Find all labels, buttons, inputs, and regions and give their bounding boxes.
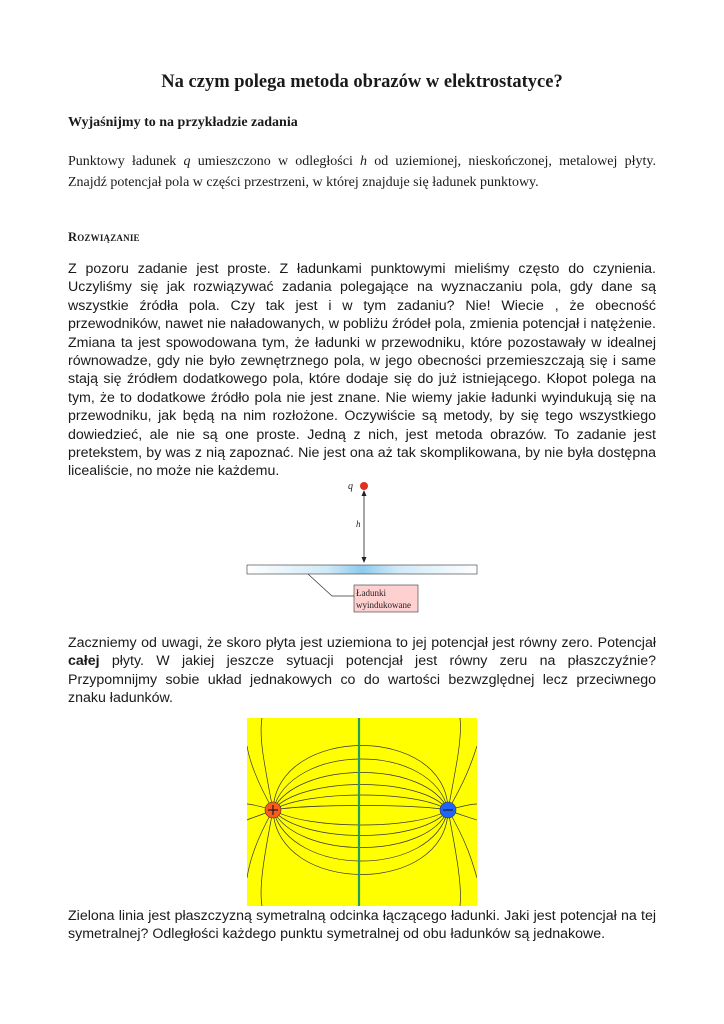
problem-text-1: Punktowy ładunek xyxy=(68,154,184,169)
arrow-head-bottom xyxy=(362,557,367,563)
dipole-field-figure xyxy=(247,718,477,906)
para2-text-2: płyty. W jakiej jeszcze sytuacji potencjał jest równy zeru na płaszczyźnie? Przypomnijmy sobie układ jednakowych co do wartości bezwzględnej lecz przeciwnego znaku ładunków. xyxy=(68,653,656,707)
solution-paragraph-3: Zielona linia jest płaszczyzną symetralną odcinka łączącego ładunki. Jaki jest potencjał na tej symetralnej? Odległości każdego punktu symetralnej od obu ładunków są jednakowe. xyxy=(68,908,656,943)
problem-text-3: od uziemionej, nieskończonej, metalowej płyty. Znajdź potencjał pola w części przestrzeni, w której znajduje się ładunek punktowy. xyxy=(68,154,656,190)
callout-text-line2: wyindukowane xyxy=(356,600,411,610)
emphasis-calej: całej xyxy=(68,653,100,670)
callout-line xyxy=(308,574,354,596)
page-title: Na czym polega metoda obrazów w elektrostatyce? xyxy=(161,72,563,92)
metal-plate xyxy=(247,565,477,574)
callout-text-line1: Ładunki xyxy=(356,588,386,598)
symbol-q: q xyxy=(183,154,191,169)
example-subtitle: Wyjaśnijmy to na przykładzie zadania xyxy=(68,115,298,130)
point-charge xyxy=(360,482,368,490)
solution-paragraph-1: Z pozoru zadanie jest proste. Z ładunkami punktowymi mieliśmy często do czynienia. Uczyliśmy się jak rozwiązywać zadania polegające na wyznaczaniu pola, gdy dane są wszystkie źródła pola. Czy tak jest i w tym zadaniu? Nie! Wiecie , że obecność przewodników, nawet nie naładowanych, w pobliżu źródeł pola, zmienia potencjał i natężenie. Zmiana ta jest spowodowana tym, że ładunki w przewodniku, które pozostawały w idealnej równowadze, gdy nie było zewnętrznego pola, w jego obecności przemieszczają się i same stają się źródłem dodatkowego pola, które dodaje się do już istniejącego. Kłopot polega na tym, że to dodatkowe źródło pola nie jest znane. Nie wiemy jakie ładunki wyindukują się na przewodniku, jak będą na nim rozłożone. Oczywiście są metody, by się tego wszystkiego dowiedzieć, ale nie są one proste. Jedną z nich, jest metoda obrazów. To zadanie jest pretekstem, by was z nią zapoznać. Nie jest ona aż tak skomplikowana, by nie była dostępna licealiście, no może nie każdemu. xyxy=(68,261,656,480)
solution-heading: Rozwiązanie xyxy=(68,230,140,244)
solution-paragraph-2 xyxy=(68,634,656,708)
problem-text-2: umieszczono w odległości xyxy=(190,154,361,169)
charge-label-q: q xyxy=(348,481,353,492)
arrow-head-top xyxy=(362,490,367,496)
distance-label-h: h xyxy=(356,519,361,529)
charge-plate-figure xyxy=(240,475,485,620)
symbol-h: h xyxy=(360,154,368,169)
problem-statement xyxy=(68,152,656,193)
para2-text-1: Zaczniemy od uwagi, że skoro płyta jest uziemiona to jej potencjał jest równy zero. Potencjał xyxy=(68,635,656,651)
